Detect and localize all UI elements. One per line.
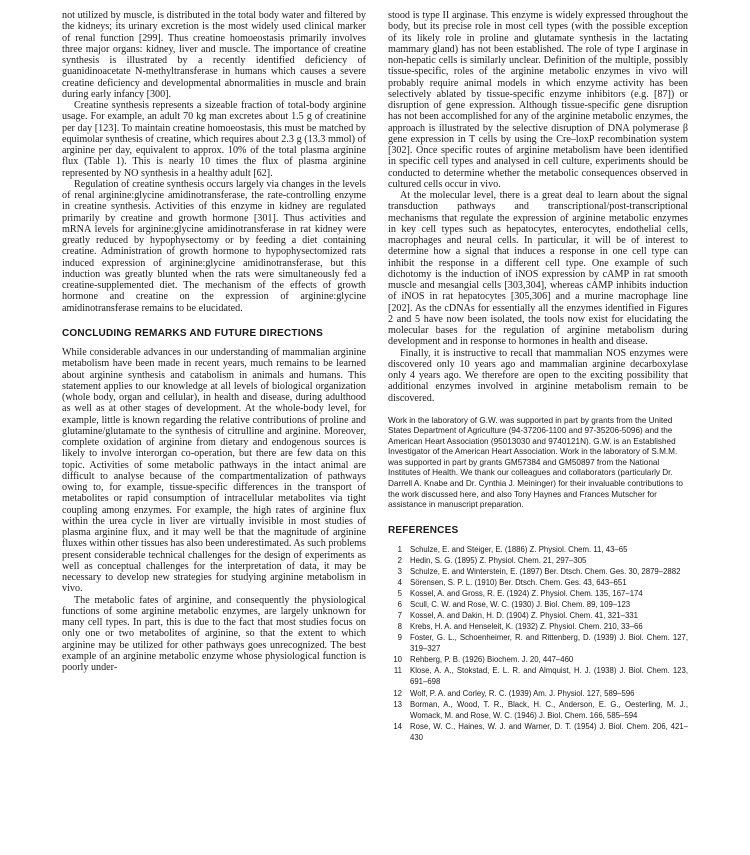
reference-item (388, 721, 688, 743)
left-column (62, 10, 366, 673)
reference-item (388, 699, 688, 721)
reference-text: Wolf, P. A. and Corley, R. C. (1939) Am. J. Physiol. 127, 589–596 (410, 688, 635, 698)
reference-text: Rose, W. C., Haines, W. J. and Warner, D. T. (1954) J. Biol. Chem. 206, 421–430 (410, 721, 688, 742)
references-heading: REFERENCES (388, 524, 459, 536)
reference-item (388, 621, 688, 632)
reference-number: 8 (397, 622, 402, 632)
reference-item (388, 555, 688, 566)
body-paragraph: Creatine synthesis represents a sizeable fraction of total-body arginine usage. For example, an adult 70 kg man excretes about 1.5 g of creatinine per day [123]. To maintain creatine homoeostasis, this must be matched by equimolar synthesis of creatine, which requires about 2.3 g (13.3 mmol) of arginine per day, equivalent to approx. 10% of the total plasma arginine flux (Table 1). This is nearly 10 times the flux of plasma arginine represented by NO synthesis in a healthy adult [62]. (62, 100, 366, 179)
reference-number: 3 (397, 567, 402, 577)
reference-text: Rehberg, P. B. (1926) Biochem. J. 20, 447–460 (410, 655, 574, 665)
reference-number: 1 (397, 544, 402, 554)
right-column (388, 10, 688, 743)
reference-item (388, 654, 688, 665)
reference-number: 6 (397, 600, 402, 610)
reference-number: 14 (393, 721, 402, 731)
body-paragraph: While considerable advances in our understanding of mammalian arginine metabolism have been made in recent years, much remains to be learned about arginine synthesis and catabolism in animals and humans. This statement applies to our knowledge at all levels of biological organization (whole body, organ and cellular), in health and disease, during adulthood as well as at other stages of development. At the whole-body level, for example, little is known regarding the relative contributions of proline and glutamine/glutamate to the synthesis of citrulline and arginine. Moreover, complete oxidation of arginine from dietary and endogenous sources is likely to involve interorgan co-operation, but there are few data on this topic. Activities of some metabolic pathways in the intact animal are difficult to analyse because of the compartmentalization of pathways owing to, for example, tissue-specific differences in the transport of metabolites or rapid consumption of intracellular metabolites via tight coupling among enzymes. For example, the high rates of arginine flux within the urea cycle in liver are virtually invisible in most studies of plasma arginine flux, and it may well be that the magnitude of arginine fluxes within other tissues has also been underestimated. As such problems present considerable technical challenges for the design of experiments as well as conceptual challenges for the interpretation of data, it may be necessary to develop new strategies for studying arginine metabolism in vivo. (62, 347, 366, 595)
reference-text: Schulze, E. and Winterstein, E. (1897) Ber. Dtsch. Chem. Ges. 30, 2879–2882 (410, 567, 681, 577)
reference-number: 13 (393, 699, 402, 709)
body-paragraph: Finally, it is instructive to recall that mammalian NOS enzymes were discovered only 10 years ago and mammalian arginine decarboxylase only 4 years ago. We therefore are open to the exciting possibility that additional enzymes involved in arginine metabolism remain to be discovered. (388, 347, 688, 404)
reference-number: 10 (393, 655, 402, 665)
reference-text: Kossel, A. and Dakin, H. D. (1904) Z. Physiol. Chem. 41, 321–331 (410, 611, 638, 621)
reference-item (388, 599, 688, 610)
reference-item (388, 632, 688, 654)
reference-item (388, 665, 688, 687)
reference-text: Sörensen, S. P. L. (1910) Ber. Dtsch. Chem. Ges. 43, 643–651 (410, 578, 627, 588)
reference-number: 9 (397, 633, 402, 643)
section-heading: CONCLUDING REMARKS AND FUTURE DIRECTIONS (62, 327, 323, 339)
reference-item (388, 544, 688, 555)
body-paragraph: At the molecular level, there is a great deal to learn about the signal transduction pathways and transcriptional/post-transcriptional mechanisms that regulate the expression of arginine metabolic enzymes in key cell types such as hepatocytes, enterocytes, endothelial cells, macrophages and neural cells. In particular, it will be of interest to determine how a signal that induces a response in one cell type can inhibit the response in a different cell type. One example of such dichotomy is the induction of iNOS expression by cAMP in rat smooth muscle and mesangial cells [303,304], whereas cAMP inhibits induction of iNOS in rat hepatocytes [305,306] and a murine macrophage line [202]. As the cDNAs for essentially all the enzymes identified in Figures 2 and 5 have now been isolated, the tools now exist for elucidating the molecular bases for the regulation of arginine metabolism during development and in response to hormones in health and disease. (388, 190, 688, 348)
reference-number: 5 (397, 589, 402, 599)
body-paragraph: Regulation of creatine synthesis occurs largely via changes in the levels of renal arginine:glycine amidinotransferase, the rate-controlling enzyme in creatine synthesis. Activities of this enzyme in kidney are regulated primarily by creatine and growth hormone [301]. Thus activities and mRNA levels for arginine:glycine amidinotransferase in rat kidney were greatly reduced by hypophysectomy or by feeding a diet containing creatine. Administration of growth hormone to hypophysectomized rats induced expression of arginine:glycine amidinotransferase, but this induction was greatly blunted when the rats were simultaneously fed a creatine-supplemented diet. The mechanism of the effects of growth hormone and creatine on the expression of arginine:glycine amidinotransferase remains to be elucidated. (62, 178, 366, 314)
reference-item (388, 566, 688, 577)
reference-text: Schulze, E. and Steiger, E. (1886) Z. Physiol. Chem. 11, 43–65 (410, 544, 628, 554)
body-paragraph: The metabolic fates of arginine, and consequently the physiological functions of some arginine metabolic enzymes, are largely unknown for many cell types. In part, this is due to the fact that most studies focus on only one or two metabolites of arginine, so that the extent to which arginine may be utilized for other pathways goes unrecognized. The best example of an arginine metabolic enzyme whose physiological function is poorly under- (62, 594, 366, 673)
reference-item (388, 610, 688, 621)
body-paragraph: not utilized by muscle, is distributed in the total body water and filtered by the kidneys; its urinary excretion is the most widely used clinical marker of renal function [299]. Thus creatine homoeostasis primarily involves three major organs: kidney, liver and muscle. The importance of creatine synthesis is illustrated by a recently identified deficiency of guanidinoacetate N-methyltransferase in humans which causes a severe creatine deficiency and developmental abnormalities in muscle and brain during early infancy [300]. (62, 10, 366, 100)
reference-text: Krebs, H. A. and Henseleit, K. (1932) Z. Physiol. Chem. 210, 33–66 (410, 622, 643, 632)
reference-item (388, 577, 688, 588)
reference-number: 12 (393, 688, 402, 698)
reference-text: Klose, A. A., Stokstad, E. L. R. and Almquist, H. J. (1938) J. Biol. Chem. 123, 691–698 (410, 666, 688, 687)
reference-list (388, 544, 688, 743)
reference-item (388, 688, 688, 699)
reference-number: 7 (397, 611, 402, 621)
reference-number: 11 (393, 666, 402, 676)
reference-number: 2 (397, 555, 402, 565)
reference-item (388, 588, 688, 599)
body-paragraph: stood is type II arginase. This enzyme is widely expressed throughout the body, but its precise role in most cell types (with the possible exception of its likely role in proline and glutamate synthesis in the lactating mammary gland) has not been established. The role of type I arginase in non-hepatic cells is similarly unclear. Definition of the multiple, possibly tissue-specific, roles of the arginine metabolic enzymes in vivo will probably require animal models in which enzyme activity has been selectively ablated by tissue-specific enzyme inhibitors (e.g. [87]) or disruption of gene expression. Although tissue-specific gene disruption has not been accomplished for any of the arginine metabolic enzymes, the approach is illustrated by the selective disruption of DNA polymerase β gene expression in T cells by using the Cre–loxP recombination system [302]. Once specific routes of arginine metabolism have been identified in specific cell types and analysed in cell culture, experiments should be conducted to determine whether the metabolic consequences observed in cultured cells occur in vivo. (388, 10, 688, 190)
reference-number: 4 (397, 578, 402, 588)
reference-text: Hedin, S. G. (1895) Z. Physiol. Chem. 21, 297–305 (410, 555, 587, 565)
reference-text: Kossel, A. and Gross, R. E. (1924) Z. Physiol. Chem. 135, 167–174 (410, 589, 643, 599)
reference-text: Borman, A., Wood, T. R., Black, H. C., Anderson, E. G., Oesterling, M. J., Womack, M. and Rose, W. C. (1946) J. Biol. Chem. 166, 585–594 (410, 699, 688, 720)
reference-text: Foster, G. L., Schoenheimer, R. and Rittenberg, D. (1939) J. Biol. Chem. 127, 319–327 (410, 633, 688, 654)
reference-text: Scull, C. W. and Rose, W. C. (1930) J. Biol. Chem. 89, 109–123 (410, 600, 631, 610)
acknowledgements: Work in the laboratory of G.W. was supported in part by grants from the United States Department of Agriculture (94-37206-1100 and 97-35206-5096) and the American Heart Association (95013030 and 9740121N). G.W. is an Established Investigator of the American Heart Association. Work in the laboratory of S.M.M. was supported in part by grants GM57384 and GM50897 from the National Institutes of Health. We thank our colleagues and collaborators (particularly Dr. Darrell A. Knabe and Dr. Cynthia J. Meininger) for their invaluable contributions to the work discussed here, and also Tony Haynes and Frances Mutscher for assistance in manuscript preparation. (388, 415, 683, 510)
